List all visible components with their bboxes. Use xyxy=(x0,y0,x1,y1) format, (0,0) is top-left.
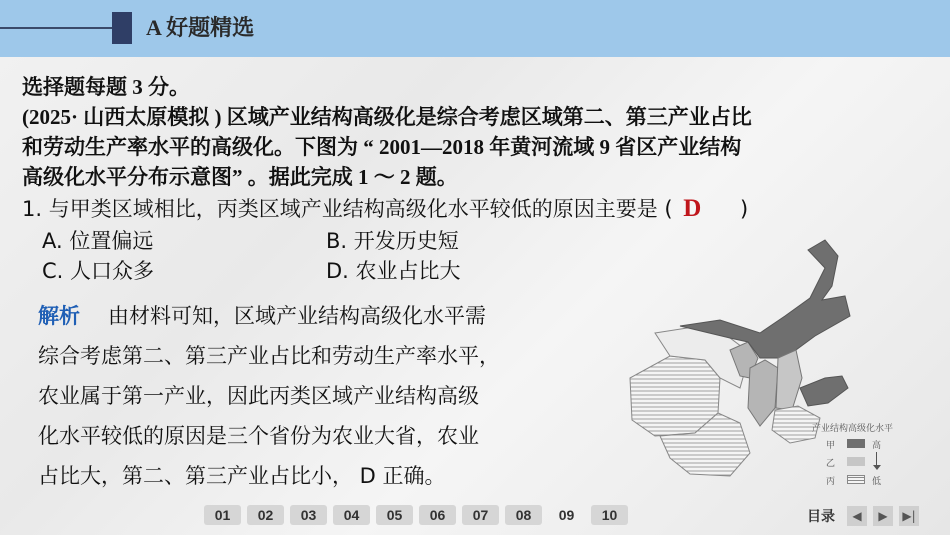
page-link-02[interactable]: 02 xyxy=(247,505,284,525)
legend-label-yi: 乙 xyxy=(826,458,836,468)
legend-low: 低 xyxy=(872,476,882,486)
question-1 xyxy=(22,196,748,222)
legend-high: 高 xyxy=(872,440,882,450)
header-accent-block xyxy=(112,12,132,44)
option-a: A. 位置偏远 xyxy=(42,229,154,253)
legend-arrow-shaft xyxy=(876,452,877,466)
next-slide-button[interactable]: ▶ xyxy=(873,506,893,526)
toc-link[interactable]: 目录 xyxy=(807,509,835,525)
slide-nav xyxy=(807,506,919,526)
map-region-shandong xyxy=(800,376,848,406)
option-d: D. 农业占比大 xyxy=(326,259,461,283)
legend-swatch-bing xyxy=(847,475,865,484)
option-b: B. 开发历史短 xyxy=(326,229,459,253)
page-link-10[interactable]: 10 xyxy=(591,505,628,525)
stem-line-2: 和劳动生产率水平的高级化。下图为 “ 2001—2018 年黄河流域 9 省区产业结构 xyxy=(22,135,742,159)
page-link-08[interactable]: 08 xyxy=(505,505,542,525)
explanation-line-1: 解析 由材料可知，区域产业结构高级化水平需 xyxy=(38,304,486,328)
header-divider-line xyxy=(0,27,112,29)
question-close: ) xyxy=(740,197,749,221)
page-link-07[interactable]: 07 xyxy=(462,505,499,525)
answer-mark: D xyxy=(683,195,702,222)
last-slide-button[interactable]: ▶| xyxy=(899,506,919,526)
explanation-label: 解析 xyxy=(38,304,80,328)
map-region-shanxi xyxy=(776,350,802,410)
legend-label-jia: 甲 xyxy=(826,440,836,450)
prev-slide-button[interactable]: ◀ xyxy=(847,506,867,526)
explanation-line-4: 化水平较低的原因是三个省份为农业大省，农业 xyxy=(38,424,479,448)
legend-swatch-jia xyxy=(847,439,865,448)
legend-label-bing: 丙 xyxy=(826,476,836,486)
page-link-01[interactable]: 01 xyxy=(204,505,241,525)
score-note: 选择题每题 3 分。 xyxy=(22,75,190,99)
map-region-shaanxi xyxy=(748,360,778,426)
stem-line-1: (2025· 山西太原模拟 ) 区域产业结构高级化是综合考虑区域第二、第三产业占比 xyxy=(22,105,752,129)
legend-swatch-yi xyxy=(847,457,865,466)
map-legend-title: 产业结构高级化水平 xyxy=(812,423,894,433)
page-link-05[interactable]: 05 xyxy=(376,505,413,525)
page-link-03[interactable]: 03 xyxy=(290,505,327,525)
page-link-04[interactable]: 04 xyxy=(333,505,370,525)
section-title: A 好题精选 xyxy=(146,15,255,40)
option-c: C. 人口众多 xyxy=(42,259,155,283)
explanation-line-5: 占比大，第二、第三产业占比小， D 正确。 xyxy=(38,464,446,488)
explanation-line-3: 农业属于第一产业，因此丙类区域产业结构高级 xyxy=(38,384,479,408)
page-link-06[interactable]: 06 xyxy=(419,505,456,525)
section-header xyxy=(0,0,950,57)
explanation-line-2: 综合考虑第二、第三产业占比和劳动生产率水平， xyxy=(38,344,500,368)
legend-arrow-down-icon xyxy=(873,465,881,470)
stem-line-3: 高级化水平分布示意图” 。据此完成 1 ～ 2 题。 xyxy=(22,165,458,189)
page-navigator xyxy=(204,505,628,525)
page-link-09[interactable]: 09 xyxy=(558,507,575,523)
question-text: 1. 与甲类区域相比，丙类区域产业结构高级化水平较低的原因主要是 ( xyxy=(22,197,673,221)
yellow-river-provinces-map xyxy=(610,238,930,488)
